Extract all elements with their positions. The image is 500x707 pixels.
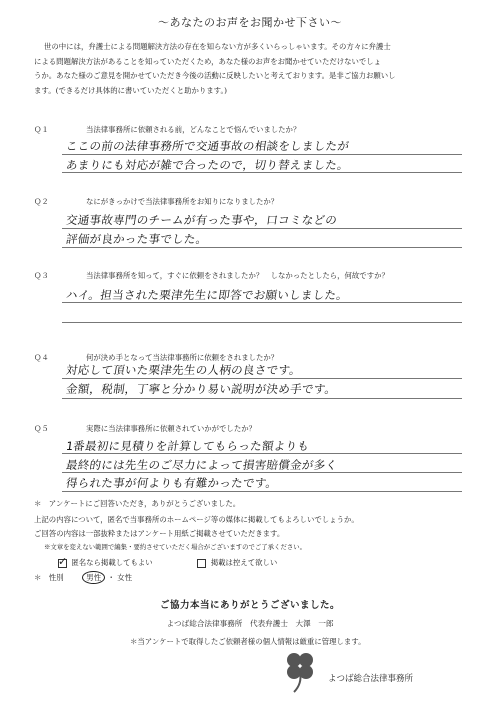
answer-line — [62, 228, 462, 229]
intro-line: による問題解決方法があることを知っていただくため，あなた様のお声をお聞かせていただけないでしょ — [34, 56, 382, 66]
answer-5-line-1: 1番最初に見積りを計算してもらった額よりも — [65, 439, 311, 453]
question-number: Ｑ１ — [34, 125, 49, 134]
answer-line — [62, 154, 462, 155]
question-text: 実際に当法律事務所に依頼されていかがでしたか？ — [86, 424, 256, 433]
answer-4-line-2: 金額，税制，丁寧と分かり易い説明が決め手です。 — [65, 382, 338, 396]
consent-yes-label: 匿名なら掲載してもよい — [71, 558, 153, 567]
intro-line: うか。あなた様のご意見を開かせていただき今後の活動に反映したいと考えております。是非ご協力お願いし — [34, 71, 396, 80]
answer-line — [62, 491, 462, 492]
intro-text — [34, 40, 470, 98]
consent-scope: ご回答の内容は一部抜粋またはアンケート用紙ご掲載させていただきます。 — [34, 529, 285, 538]
gender-row — [34, 571, 470, 584]
intro-line: 世の中には，弁護士による問題解決方法の存在を知らない方が多くいらっしゃいます。その方々に弁護士 — [44, 42, 391, 51]
consent-yes-checkbox[interactable] — [58, 554, 68, 568]
answer-line — [62, 398, 462, 399]
firm-representative: よつば総合法律事務所 代表弁護士 大澤 一郎 — [166, 619, 334, 628]
consent-no-checkbox[interactable] — [197, 559, 206, 568]
consent-options — [58, 554, 358, 568]
answer-1-line-1: ここの前の法律事務所で交通事故の相談をしましたが — [65, 139, 351, 153]
answer-3-line-1: ハイ。担当された栗津先生に即答でお願いしました。 — [65, 288, 350, 302]
answer-line — [62, 378, 462, 379]
gender-male-option[interactable]: 男性 — [82, 571, 105, 584]
consent-no-label: 掲載は控えて欲しい — [210, 558, 278, 567]
answer-line — [62, 322, 462, 323]
question-text: 何が決め手となって当法律事務所に依頼をされましたか？ — [86, 353, 279, 362]
answer-line — [62, 247, 462, 248]
question-number: Ｑ３ — [34, 271, 49, 280]
question-text: 当法律事務所に依頼される前，どんなことで悩んでいましたか？ — [86, 125, 301, 134]
gender-separator: ・ — [107, 573, 115, 582]
intro-line: ます。(できるだけ具体的に書いていただくと助かります。) — [34, 85, 228, 95]
answer-5-line-2: 最終的には先生のご尽力によって損害賠償金が多く — [65, 458, 339, 472]
answer-4-line-1: 対応して頂いた栗津先生の人柄の良さです。 — [65, 363, 303, 377]
answer-5-line-3: 得られた事が何よりも有難かったです。 — [65, 476, 279, 490]
question-number: Ｑ５ — [34, 424, 49, 433]
question-number: Ｑ４ — [34, 353, 49, 362]
gender-female-option[interactable]: 女性 — [117, 573, 133, 582]
question-text: なにがきっかけで当法律事務所をお知りになりましたか？ — [86, 197, 279, 206]
question-text: 当法律事務所を知って，すぐに依頼をされましたか？ しなかったとしたら，何故ですか？ — [86, 271, 389, 280]
answer-2-line-1: 交通事故専門のチームが有った事や，口コミなどの — [65, 213, 339, 227]
closing-thanks: ＊ アンケートにご回答いただき，ありがとうございました。 — [34, 499, 241, 508]
checkmark-icon: ✓ — [58, 554, 68, 568]
consent-question: 上記の内容について，匿名で当事務所のホームページ等の媒体に掲載してもよろしいでしょうか。 — [34, 515, 359, 524]
answer-2-line-2: 評価が良かった事でした。 — [65, 232, 209, 246]
answer-1-line-2: あまりにも対応が雑で合ったので，切り替えました。 — [65, 158, 350, 172]
question-number: Ｑ２ — [34, 197, 49, 206]
page-title: ～あなたのお声をお聞かせ下さい～ — [158, 16, 342, 29]
thanks-message: ご協力本当にありがとうございました。 — [159, 600, 340, 611]
gender-label: ＊ 性別 — [34, 573, 64, 582]
clover-logo-icon — [280, 648, 320, 694]
firm-logo-name: よつば総合法律事務所 — [328, 674, 414, 684]
privacy-note: ＊当アンケートで取得したご依頼者様の個人情報は厳重に管理します。 — [130, 637, 366, 646]
edit-note: ※文章を変えない範囲で編集・要約させていただく場合がございますのでご了承ください。 — [44, 543, 307, 551]
